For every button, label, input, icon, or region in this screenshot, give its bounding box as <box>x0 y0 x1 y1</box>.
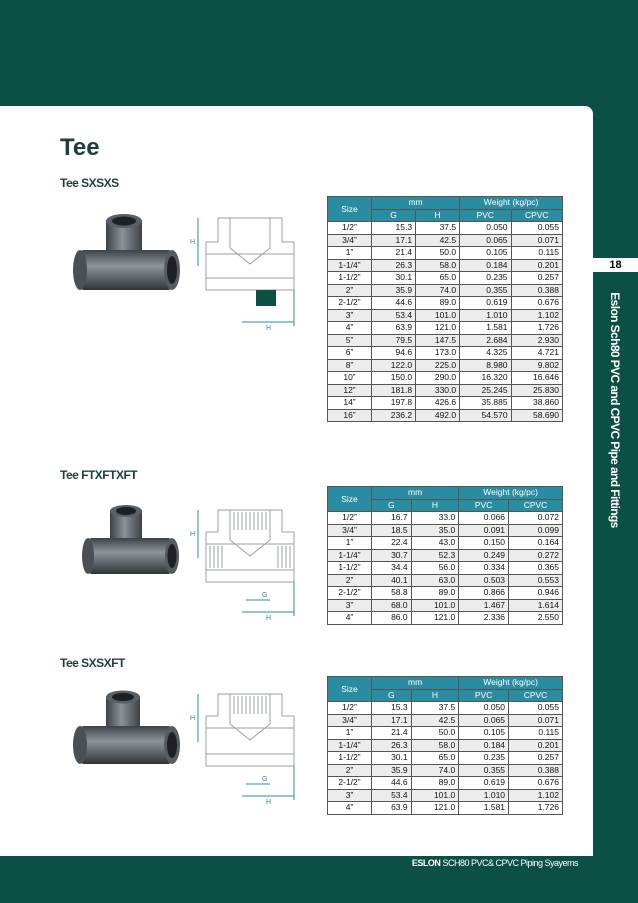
h-cell: 89.0 <box>411 587 459 600</box>
dim-g-label: G <box>262 592 268 599</box>
g-cell: 40.1 <box>372 574 412 587</box>
cpvc-weight-cell: 0.388 <box>511 284 562 297</box>
h-cell: 290.0 <box>416 372 460 385</box>
table-row <box>328 397 563 410</box>
g-header: G <box>372 499 412 512</box>
h-header: H <box>416 209 460 222</box>
table-row <box>328 599 563 612</box>
cpvc-weight-cell: 0.272 <box>509 549 563 562</box>
table-row <box>328 587 563 600</box>
cpvc-header: CPVC <box>509 499 563 512</box>
pvc-weight-cell: 0.105 <box>459 727 509 740</box>
tee-ftxftxft-photo <box>80 502 180 584</box>
table-row <box>328 549 563 562</box>
section-title-sxsxs: Tee SXSXS <box>60 176 119 190</box>
cpvc-weight-cell: 0.365 <box>509 562 563 575</box>
pvc-weight-cell: 0.235 <box>459 752 509 765</box>
pvc-weight-cell: 0.619 <box>459 777 509 790</box>
cpvc-weight-cell: 58.690 <box>511 409 562 422</box>
size-cell: 3” <box>328 599 372 612</box>
size-cell: 4” <box>328 802 372 815</box>
cpvc-weight-cell: 25.830 <box>511 384 562 397</box>
table-row <box>328 764 563 777</box>
footer-brand: ESLON <box>411 858 441 868</box>
g-cell: 44.6 <box>372 297 416 310</box>
h-cell: 89.0 <box>416 297 460 310</box>
table-row <box>328 789 563 802</box>
cpvc-weight-cell: 0.115 <box>509 727 563 740</box>
table-row <box>328 714 563 727</box>
pvc-weight-cell: 0.619 <box>460 297 511 310</box>
side-label: Eslon Sch80 PVC and CPVC Pipe and Fittings <box>608 292 622 528</box>
table-row <box>328 247 563 260</box>
table-row <box>328 612 563 625</box>
g-cell: 21.4 <box>372 247 416 260</box>
size-cell: 5” <box>328 334 372 347</box>
pvc-weight-cell: 8.980 <box>460 359 511 372</box>
g-cell: 26.3 <box>372 739 412 752</box>
size-cell: 3/4” <box>328 524 372 537</box>
h-cell: 121.0 <box>416 322 460 335</box>
pvc-weight-cell: 0.355 <box>460 284 511 297</box>
pvc-weight-cell: 4.325 <box>460 347 511 360</box>
cpvc-weight-cell: 0.115 <box>511 247 562 260</box>
pvc-weight-cell: 0.091 <box>459 524 509 537</box>
size-cell: 1/2” <box>328 512 372 525</box>
table-row <box>328 372 563 385</box>
h-cell: 147.5 <box>416 334 460 347</box>
size-cell: 12” <box>328 384 372 397</box>
pvc-weight-cell: 0.050 <box>460 222 511 235</box>
g-cell: 122.0 <box>372 359 416 372</box>
size-cell: 3” <box>328 789 372 802</box>
cpvc-weight-cell: 2.550 <box>509 612 563 625</box>
size-cell: 2” <box>328 764 372 777</box>
mm-header: mm <box>372 197 460 210</box>
h-cell: 58.0 <box>411 739 459 752</box>
size-cell: 1” <box>328 537 372 550</box>
size-cell: 1/2” <box>328 222 372 235</box>
size-cell: 16” <box>328 409 372 422</box>
table-row <box>328 512 563 525</box>
cpvc-weight-cell: 38.860 <box>511 397 562 410</box>
cpvc-weight-cell: 0.257 <box>511 272 562 285</box>
h-cell: 492.0 <box>416 409 460 422</box>
size-cell: 1” <box>328 247 372 260</box>
g-cell: 30.1 <box>372 272 416 285</box>
g-cell: 63.9 <box>372 802 412 815</box>
h-cell: 42.5 <box>411 714 459 727</box>
spec-table-ftxftxft <box>327 486 563 625</box>
cpvc-weight-cell: 4.721 <box>511 347 562 360</box>
table-row <box>328 752 563 765</box>
size-cell: 3/4” <box>328 234 372 247</box>
g-cell: 35.9 <box>372 764 412 777</box>
pvc-weight-cell: 0.066 <box>459 512 509 525</box>
h-cell: 33.0 <box>411 512 459 525</box>
size-cell: 1-1/2” <box>328 272 372 285</box>
h-cell: 101.0 <box>411 599 459 612</box>
h-cell: 330.0 <box>416 384 460 397</box>
pvc-weight-cell: 25.245 <box>460 384 511 397</box>
tee-sxsxs-drawing <box>186 212 304 332</box>
tee-sxsxft-photo <box>72 688 182 774</box>
size-cell: 3” <box>328 309 372 322</box>
table-row <box>328 777 563 790</box>
size-header: Size <box>328 197 372 222</box>
size-cell: 1-1/4” <box>328 549 372 562</box>
table-row <box>328 334 563 347</box>
g-cell: 30.1 <box>372 752 412 765</box>
g-cell: 17.1 <box>372 234 416 247</box>
h-cell: 56.0 <box>411 562 459 575</box>
h-cell: 74.0 <box>416 284 460 297</box>
g-cell: 15.3 <box>372 702 412 715</box>
size-cell: 8” <box>328 359 372 372</box>
tee-sxsxs-photo <box>72 212 182 302</box>
g-cell: 53.4 <box>372 309 416 322</box>
dim-h-label: H <box>190 239 196 246</box>
size-cell: 4” <box>328 322 372 335</box>
table-row <box>328 739 563 752</box>
h-cell: 89.0 <box>411 777 459 790</box>
g-cell: 15.3 <box>372 222 416 235</box>
cpvc-weight-cell: 0.164 <box>509 537 563 550</box>
g-header: G <box>372 689 412 702</box>
cpvc-weight-cell: 0.201 <box>511 259 562 272</box>
pvc-weight-cell: 35.885 <box>460 397 511 410</box>
g-cell: 17.1 <box>372 714 412 727</box>
g-cell: 79.5 <box>372 334 416 347</box>
g-cell: 30.7 <box>372 549 412 562</box>
size-cell: 2” <box>328 574 372 587</box>
h-cell: 63.0 <box>411 574 459 587</box>
g-cell: 86.0 <box>372 612 412 625</box>
tee-ftxftxft-drawing <box>186 506 304 624</box>
cpvc-weight-cell: 0.071 <box>509 714 563 727</box>
size-header: Size <box>328 677 372 702</box>
pvc-weight-cell: 1.010 <box>460 309 511 322</box>
size-cell: 1/2” <box>328 702 372 715</box>
cpvc-weight-cell: 1.614 <box>509 599 563 612</box>
dim-h-label: H <box>266 799 272 806</box>
pvc-weight-cell: 0.866 <box>459 587 509 600</box>
h-cell: 50.0 <box>411 727 459 740</box>
cpvc-weight-cell: 16.646 <box>511 372 562 385</box>
g-cell: 94.6 <box>372 347 416 360</box>
table-body <box>328 702 563 815</box>
g-cell: 26.3 <box>372 259 416 272</box>
pvc-weight-cell: 0.355 <box>459 764 509 777</box>
size-cell: 4” <box>328 612 372 625</box>
h-cell: 121.0 <box>411 802 459 815</box>
pvc-weight-cell: 2.684 <box>460 334 511 347</box>
cpvc-weight-cell: 0.676 <box>511 297 562 310</box>
h-cell: 37.5 <box>411 702 459 715</box>
pvc-weight-cell: 0.334 <box>459 562 509 575</box>
dim-h-label: H <box>190 715 196 722</box>
h-cell: 50.0 <box>416 247 460 260</box>
table-row <box>328 259 563 272</box>
top-band <box>0 0 638 106</box>
size-cell: 1-1/2” <box>328 752 372 765</box>
pvc-weight-cell: 0.249 <box>459 549 509 562</box>
table-row <box>328 297 563 310</box>
h-cell: 173.0 <box>416 347 460 360</box>
table-row <box>328 537 563 550</box>
size-cell: 2-1/2” <box>328 297 372 310</box>
size-cell: 1-1/4” <box>328 739 372 752</box>
pvc-weight-cell: 54.570 <box>460 409 511 422</box>
cpvc-weight-cell: 1.102 <box>511 309 562 322</box>
section-title-ftxftxft: Tee FTXFTXFT <box>60 468 138 482</box>
cpvc-weight-cell: 0.946 <box>509 587 563 600</box>
g-cell: 197.8 <box>372 397 416 410</box>
h-cell: 52.3 <box>411 549 459 562</box>
g-cell: 35.9 <box>372 284 416 297</box>
footer-caption: SCH80 PVC& CPVC Piping Syayems <box>440 858 578 868</box>
pvc-header: PVC <box>459 499 509 512</box>
cpvc-weight-cell: 0.201 <box>509 739 563 752</box>
g-cell: 22.4 <box>372 537 412 550</box>
h-header: H <box>411 499 459 512</box>
h-cell: 65.0 <box>416 272 460 285</box>
h-cell: 101.0 <box>411 789 459 802</box>
cpvc-weight-cell: 9.802 <box>511 359 562 372</box>
g-header: G <box>372 209 416 222</box>
dim-h-label: H <box>266 325 272 332</box>
pvc-header: PVC <box>460 209 511 222</box>
table-body <box>328 512 563 625</box>
g-cell: 181.8 <box>372 384 416 397</box>
h-cell: 101.0 <box>416 309 460 322</box>
h-cell: 65.0 <box>411 752 459 765</box>
pvc-weight-cell: 0.105 <box>460 247 511 260</box>
h-cell: 121.0 <box>411 612 459 625</box>
size-cell: 10” <box>328 372 372 385</box>
table-row <box>328 562 563 575</box>
pvc-header: PVC <box>459 689 509 702</box>
cpvc-weight-cell: 0.071 <box>511 234 562 247</box>
cpvc-weight-cell: 1.726 <box>511 322 562 335</box>
h-cell: 58.0 <box>416 259 460 272</box>
g-cell: 53.4 <box>372 789 412 802</box>
spec-table-sxsxft <box>327 676 563 815</box>
cpvc-header: CPVC <box>511 209 562 222</box>
weight-header: Weight (kg/pc) <box>459 677 563 690</box>
pvc-weight-cell: 1.010 <box>459 789 509 802</box>
page-title: Tee <box>60 134 100 161</box>
g-cell: 21.4 <box>372 727 412 740</box>
size-cell: 3/4” <box>328 714 372 727</box>
weight-header: Weight (kg/pc) <box>459 487 563 500</box>
table-row <box>328 802 563 815</box>
footer-text <box>412 858 578 868</box>
mm-header: mm <box>372 677 459 690</box>
h-header: H <box>411 689 459 702</box>
h-cell: 426.6 <box>416 397 460 410</box>
table-row <box>328 702 563 715</box>
g-cell: 18.5 <box>372 524 412 537</box>
h-cell: 37.5 <box>416 222 460 235</box>
table-row <box>328 574 563 587</box>
g-cell: 150.0 <box>372 372 416 385</box>
table-row <box>328 347 563 360</box>
cpvc-weight-cell: 1.102 <box>509 789 563 802</box>
size-cell: 6” <box>328 347 372 360</box>
size-cell: 1” <box>328 727 372 740</box>
g-cell: 34.4 <box>372 562 412 575</box>
table-row <box>328 524 563 537</box>
table-row <box>328 384 563 397</box>
size-cell: 2” <box>328 284 372 297</box>
pvc-weight-cell: 2.336 <box>459 612 509 625</box>
size-cell: 1-1/2” <box>328 562 372 575</box>
tee-sxsxft-drawing <box>186 690 304 806</box>
spec-table-sxsxs <box>327 196 563 422</box>
pvc-weight-cell: 0.150 <box>459 537 509 550</box>
g-cell: 16.7 <box>372 512 412 525</box>
h-cell: 43.0 <box>411 537 459 550</box>
cpvc-weight-cell: 2.930 <box>511 334 562 347</box>
pvc-weight-cell: 16.320 <box>460 372 511 385</box>
h-cell: 35.0 <box>411 524 459 537</box>
table-row <box>328 222 563 235</box>
table-row <box>328 272 563 285</box>
h-cell: 225.0 <box>416 359 460 372</box>
g-cell: 44.6 <box>372 777 412 790</box>
table-row <box>328 284 563 297</box>
size-cell: 2-1/2” <box>328 587 372 600</box>
table-row <box>328 234 563 247</box>
dim-h-label: H <box>190 531 196 538</box>
mm-header: mm <box>372 487 459 500</box>
pvc-weight-cell: 0.065 <box>460 234 511 247</box>
h-cell: 74.0 <box>411 764 459 777</box>
cpvc-weight-cell: 0.099 <box>509 524 563 537</box>
pvc-weight-cell: 0.503 <box>459 574 509 587</box>
cpvc-weight-cell: 0.676 <box>509 777 563 790</box>
g-cell: 68.0 <box>372 599 412 612</box>
table-row <box>328 322 563 335</box>
cpvc-weight-cell: 0.072 <box>509 512 563 525</box>
cpvc-weight-cell: 0.055 <box>511 222 562 235</box>
cpvc-weight-cell: 0.055 <box>509 702 563 715</box>
size-cell: 14” <box>328 397 372 410</box>
g-cell: 58.8 <box>372 587 412 600</box>
size-cell: 2-1/2” <box>328 777 372 790</box>
weight-header: Weight (kg/pc) <box>460 197 563 210</box>
cpvc-weight-cell: 1.726 <box>509 802 563 815</box>
cpvc-weight-cell: 0.257 <box>509 752 563 765</box>
table-row <box>328 727 563 740</box>
g-cell: 63.9 <box>372 322 416 335</box>
pvc-weight-cell: 0.235 <box>460 272 511 285</box>
pvc-weight-cell: 1.467 <box>459 599 509 612</box>
table-row <box>328 409 563 422</box>
cpvc-header: CPVC <box>509 689 563 702</box>
g-cell: 236.2 <box>372 409 416 422</box>
cpvc-weight-cell: 0.553 <box>509 574 563 587</box>
table-row <box>328 309 563 322</box>
cpvc-weight-cell: 0.388 <box>509 764 563 777</box>
size-header: Size <box>328 487 372 512</box>
h-cell: 42.5 <box>416 234 460 247</box>
pvc-weight-cell: 0.184 <box>459 739 509 752</box>
size-cell: 1-1/4” <box>328 259 372 272</box>
table-body <box>328 222 563 422</box>
dim-h-label: H <box>266 615 272 622</box>
pvc-weight-cell: 0.050 <box>459 702 509 715</box>
pvc-weight-cell: 0.065 <box>459 714 509 727</box>
page-number: 18 <box>593 258 638 272</box>
pvc-weight-cell: 0.184 <box>460 259 511 272</box>
dim-g-label: G <box>262 776 268 783</box>
pvc-weight-cell: 1.581 <box>459 802 509 815</box>
pvc-weight-cell: 1.581 <box>460 322 511 335</box>
section-title-sxsxft: Tee SXSXFT <box>60 656 125 670</box>
table-row <box>328 359 563 372</box>
